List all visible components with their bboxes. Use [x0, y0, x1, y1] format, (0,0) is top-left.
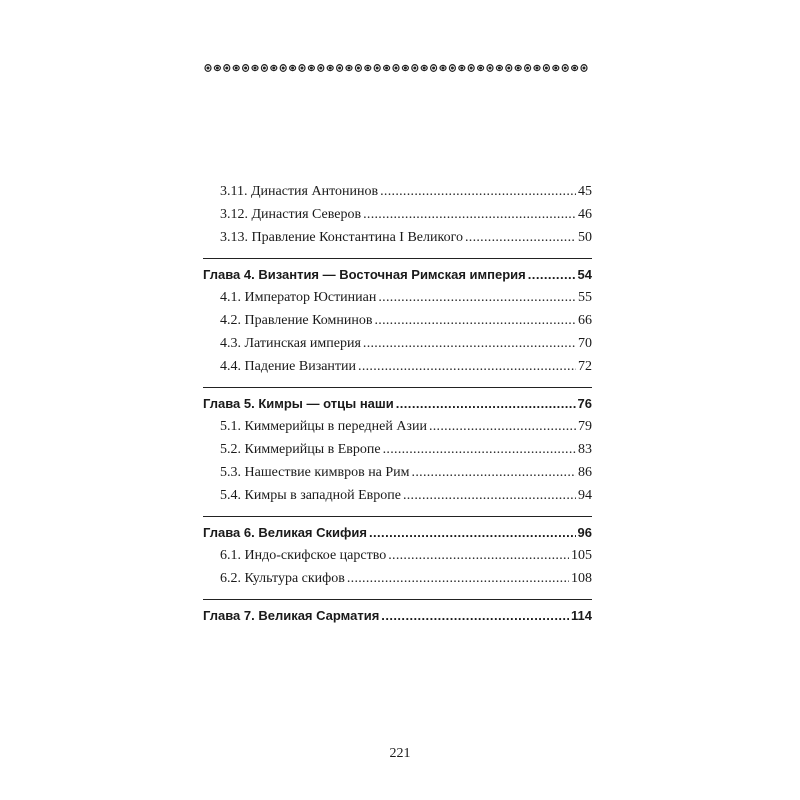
toc-entry[interactable] — [203, 226, 592, 249]
section-divider — [203, 387, 592, 388]
toc-chapter-6[interactable] — [203, 521, 592, 544]
toc-entry-title: 3.11. Династия Антонинов — [220, 184, 379, 199]
toc-entry-title: 3.13. Правление Константина I Великого — [220, 230, 463, 245]
toc-entry[interactable] — [203, 544, 592, 567]
dot-leader — [403, 484, 576, 507]
dot-leader — [369, 521, 576, 544]
toc-chapter-page: 114 — [571, 608, 592, 623]
toc-entry-page: 55 — [578, 290, 592, 305]
toc-entry-page: 108 — [571, 571, 592, 586]
dot-leader — [396, 392, 576, 415]
toc-entry-title: 4.1. Император Юстиниан — [220, 290, 377, 305]
dot-leader — [429, 415, 576, 438]
toc-entry-page: 66 — [578, 313, 592, 328]
dot-leader — [363, 203, 576, 226]
toc-entry-page: 45 — [578, 184, 592, 199]
toc-entry[interactable] — [203, 461, 592, 484]
section-divider — [203, 258, 592, 259]
dot-leader — [465, 226, 576, 249]
toc-entry[interactable] — [203, 332, 592, 355]
toc-entry[interactable] — [203, 438, 592, 461]
toc-chapter-4[interactable] — [203, 263, 592, 286]
dot-leader — [374, 309, 576, 332]
toc-entry-page: 72 — [578, 359, 592, 374]
dot-leader — [383, 438, 576, 461]
toc-entry[interactable] — [203, 567, 592, 590]
toc-entry-page: 94 — [578, 488, 592, 503]
dot-leader — [358, 355, 576, 378]
dot-leader — [363, 332, 576, 355]
dot-leader — [380, 180, 576, 203]
toc-entry-title: 3.12. Династия Северов — [220, 207, 362, 222]
toc-entry-title: 4.2. Правление Комнинов — [220, 313, 373, 328]
table-of-contents — [203, 180, 592, 627]
toc-entry-title: 4.3. Латинская империя — [220, 336, 361, 351]
toc-entry-title: 4.4. Падение Византии — [220, 359, 357, 374]
toc-chapter-page: 76 — [577, 396, 592, 411]
toc-entry[interactable] — [203, 286, 592, 309]
dot-leader — [528, 263, 576, 286]
toc-chapter-page: 54 — [577, 267, 592, 282]
toc-entry[interactable] — [203, 415, 592, 438]
toc-chapter-5[interactable] — [203, 392, 592, 415]
toc-entry-page: 50 — [578, 230, 592, 245]
toc-entry-title: 5.4. Кимры в западной Европе — [220, 488, 401, 503]
toc-entry[interactable] — [203, 355, 592, 378]
toc-chapter-title: Глава 5. Кимры — отцы наши — [203, 396, 394, 411]
toc-chapter-title: Глава 6. Великая Скифия — [203, 525, 367, 540]
toc-entry-page: 79 — [578, 419, 592, 434]
dot-leader — [381, 604, 569, 627]
toc-entry[interactable] — [203, 484, 592, 507]
toc-chapter-title: Глава 4. Византия — Восточная Римская империя — [203, 267, 526, 282]
dot-leader — [347, 567, 569, 590]
toc-entry-title: 5.3. Нашествие кимвров на Рим — [220, 465, 410, 480]
toc-entry-title: 5.2. Киммерийцы в Европе — [220, 442, 381, 457]
toc-entry[interactable] — [203, 180, 592, 203]
dot-leader — [378, 286, 576, 309]
toc-entry[interactable] — [203, 309, 592, 332]
section-divider — [203, 599, 592, 600]
toc-entry-page: 83 — [578, 442, 592, 457]
toc-entry-page: 86 — [578, 465, 592, 480]
section-divider — [203, 516, 592, 517]
toc-entry-page: 105 — [571, 548, 592, 563]
toc-entry-page: 70 — [578, 336, 592, 351]
toc-entry-title: 6.1. Индо-скифское царство — [220, 548, 387, 563]
decorative-border-ornament-icon — [204, 62, 590, 74]
page-number: 221 — [389, 746, 411, 761]
toc-entry-title: 5.1. Киммерийцы в передней Азии — [220, 419, 427, 434]
toc-chapter-7[interactable] — [203, 604, 592, 627]
toc-entry-page: 46 — [578, 207, 592, 222]
toc-entry[interactable] — [203, 203, 592, 226]
toc-chapter-page: 96 — [577, 525, 592, 540]
toc-entry-title: 6.2. Культура скифов — [220, 571, 345, 586]
dot-leader — [412, 461, 576, 484]
toc-chapter-title: Глава 7. Великая Сарматия — [203, 608, 380, 623]
dot-leader — [388, 544, 569, 567]
